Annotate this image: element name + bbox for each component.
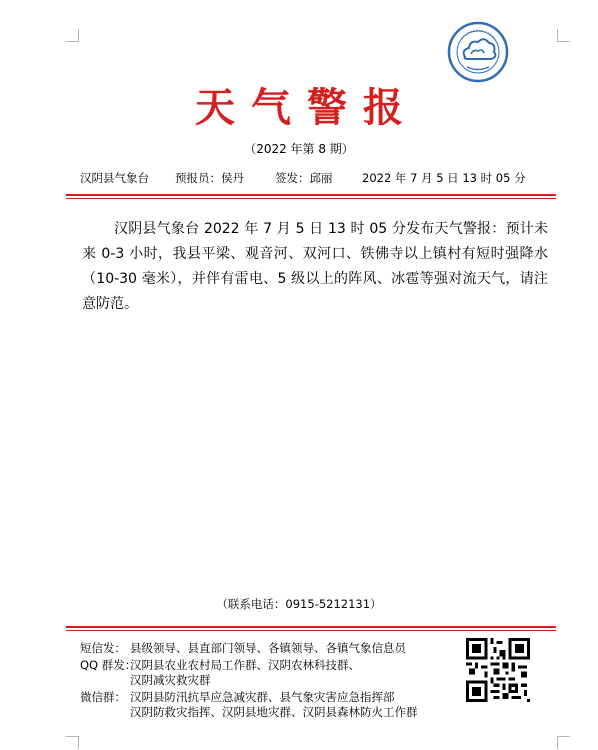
distribution-wechat-cont	[80, 705, 418, 720]
distribution-wechat	[80, 690, 395, 705]
contact-phone: （联系电话：0915-5212131）	[216, 597, 382, 611]
signer: 签发：邱丽	[275, 171, 333, 185]
qq-recipients-1: 汉阴县农业农村局工作群、汉阴农林科技群、	[130, 658, 360, 672]
issue-datetime: 2022 年 7 月 5 日 13 时 05 分	[362, 171, 526, 185]
footer-divider	[66, 626, 556, 628]
crop-mark-bottom-right	[557, 736, 570, 749]
forecaster: 预报员：侯丹	[175, 171, 244, 185]
warning-paragraph: 汉阴县气象台 2022 年 7 月 5 日 13 时 05 分发布天气警报：预计未来 0-3 小时，我县平梁、观音河、双河口、铁佛寺以上镇村有短时强降水（10-30 毫米），并伴有雷电、5 级以上的阵风、冰雹等强对流天气，请注意防范。	[82, 221, 548, 312]
distribution-qq	[80, 658, 360, 673]
distribution-qq-cont	[80, 673, 211, 688]
sms-label: 短信发：	[80, 641, 126, 655]
qq-label: QQ 群发：	[80, 658, 137, 672]
distribution-sms	[80, 641, 406, 656]
crop-mark-bottom-left	[66, 736, 79, 749]
sms-recipients: 县级领导、县直部门领导、各镇领导、各镇气象信息员	[130, 641, 406, 655]
meteorological-emblem-icon	[447, 21, 509, 83]
crop-mark-top-right	[557, 29, 570, 42]
header-divider-thin	[66, 198, 556, 199]
document-title: 天气警报	[195, 84, 419, 131]
header-divider	[66, 194, 556, 196]
qq-recipients-2: 汉阴减灾救灾群	[130, 673, 211, 687]
crop-mark-top-left	[66, 29, 79, 42]
issuer: 汉阴县气象台	[80, 171, 149, 185]
qr-code-icon	[466, 638, 530, 702]
wechat-recipients-2: 汉阴防救灾指挥、汉阴县地灾群、汉阴县森林防火工作群	[130, 705, 418, 719]
issue-number: （2022 年第 8 期）	[244, 142, 354, 156]
wechat-recipients-1: 汉阴县防汛抗旱应急减灾群、县气象灾害应急指挥部	[130, 690, 395, 704]
footer-divider-thin	[66, 630, 556, 631]
wechat-label: 微信群：	[80, 690, 126, 704]
